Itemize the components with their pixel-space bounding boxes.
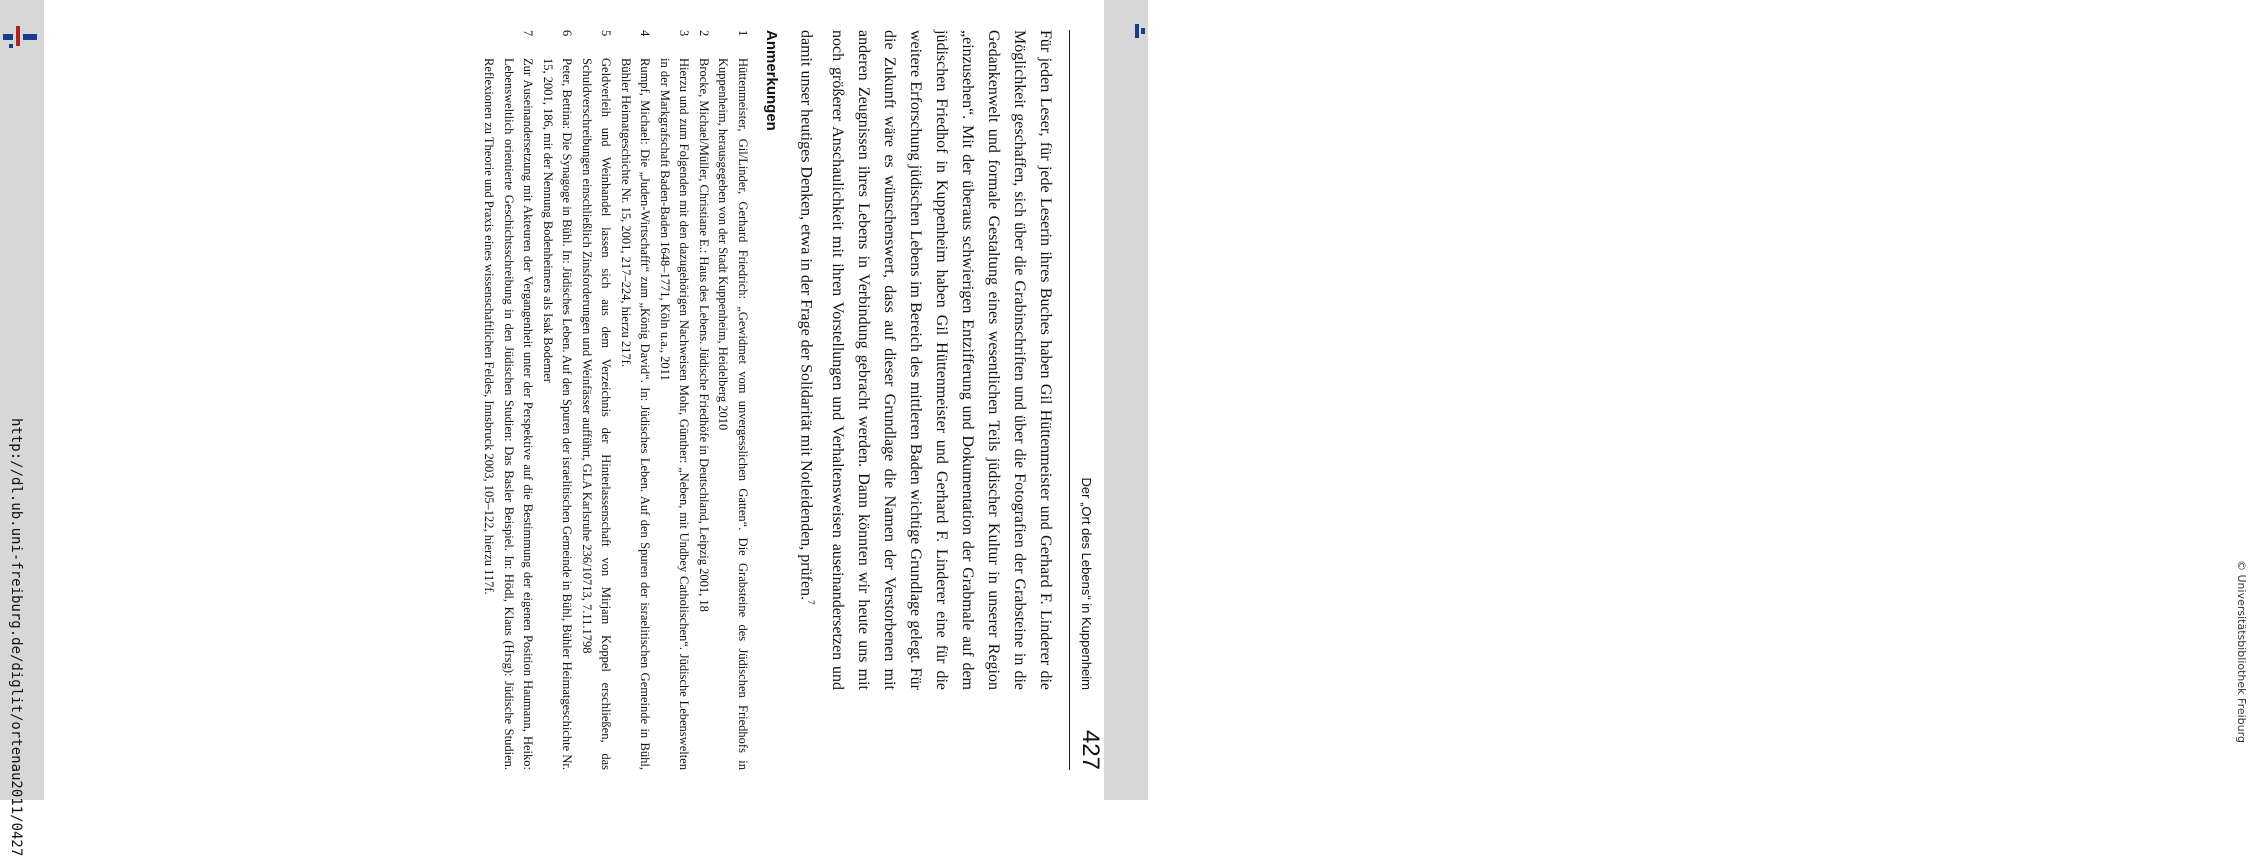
footnote-text: Geldverleih und Weinhandel lassen sich aus dem Verzeichnis der Hinterlassenschaft von Mirjam Koppel erschließen, das Schuldverschreibungen einschließlich Zinsforderungen und Weinfässer aufführt, GLA Karlsruhe 236/10713, 7.11.1798 xyxy=(580,58,614,770)
notes-heading: Anmerkungen xyxy=(763,30,780,131)
footnote-item xyxy=(538,30,577,770)
footnote-item xyxy=(713,30,752,770)
footnote-text: Rumpf, Michael: Die „Juden-Wirtschafft“ zum „König David“. In: Jüdisches Leben. Auf den Spuren der israelitischen Gemeinde in Bühl, Bühler Heimatgeschichte Nr. 15, 2001, 217–224, hierzu 217f. xyxy=(619,58,653,770)
footnote-item xyxy=(577,30,616,770)
footnote-text: Zur Auseinandersetzung mit Akteuren der Vergangenheit unter der Perspektive auf die Bestimmung der eigenen Position Haumann, Heiko: Lebensweltlich orientierte Geschichtsschreibung in den Jüdischen Studien: Das Basler Beispiel. In: Hödl, Klaus (Hrsg): Jüdische Studien. Reflexionen zu Theorie und Praxis eines wissenschaftlichen Feldes, Innsbruck 2003, 105–122, hierzu 117f. xyxy=(482,58,536,770)
running-head xyxy=(1069,30,1104,770)
footnote-item xyxy=(616,30,655,770)
library-logo-icon xyxy=(3,26,37,50)
scanned-page xyxy=(44,30,1104,800)
right-margin-strip xyxy=(1104,0,2248,800)
footnote-number: 3 xyxy=(677,30,692,37)
footnote-mark: 7 xyxy=(806,600,816,605)
body-paragraph-text: Für jeden Leser, für jede Leserin ihres Buches haben Gil Hüttenmeister und Gerhard F. Linderer die Möglichkeit geschaffen, sich über die Grabinschriften und über die Fotografien der Grabsteine in die Gedankenwelt und formale Gestaltung eines wesentlichen Teils jüdischer Kultur in unserer Region „einzusehen“. Mit der überaus schwierigen Entzifferung und Dokumentation der Grabmale auf dem jüdischen Friedhof in Kuppenheim haben Gil Hüttenmeister und Gerhard F. Linderer eine für die weitere Erforschung jüdischen Lebens im Bereich des mittleren Baden wichtige Grundlage gelegt. Für die Zukunft wäre es wünschenswert, dass auf dieser Grundlage die Namen der Verstorbenen mit anderen Zeugnissen ihres Lebens in Verbindung gebracht werden. Dann könnten wir heute uns mit noch größerer Anschaulichkeit mit ihren Vorstellungen und Verhaltensweisen auseinandersetzen und damit unser heutiges Denken, etwa in der Frage der Solidarität mit Notleidenden, prüfen. xyxy=(797,30,1054,690)
footnote-text: Hierzu und zum Folgenden mit den dazugehörigen Nachweisen Mohr, Günther: „Neben, mit Undbey Catholischen“. Jüdische Lebenswelten in der Markgrafschaft Baden-Baden 1648–1771, Köln u.a., 2011 xyxy=(658,58,692,770)
document-url[interactable]: http://dl.ub.uni-freiburg.de/diglit/ortenau2011/0427 xyxy=(8,418,24,856)
library-logo-fragment-icon xyxy=(1135,24,1145,38)
footnote-number: 1 xyxy=(736,30,750,37)
page-number: 427 xyxy=(1077,729,1104,770)
footnote-number: 4 xyxy=(638,30,653,37)
footnote-text: Peter, Bettina: Die Synagoge in Bühl. In: Jüdisches Leben. Auf den Spuren der israelitischen Gemeinde in Bühl, Bühler Heimatgeschichte Nr. 15, 2001, 186, mit der Nennung Bodenheimers als Isak Bodemer xyxy=(541,58,575,770)
footnote-text: Brocke, Michael/Müller, Christiane E.: Haus des Lebens. Jüdische Friedhöfe in Deutschland, Leipzig 2001, 18 xyxy=(697,58,711,612)
footnote-item xyxy=(479,30,538,770)
running-title: Der „Ort des Lebens“ in Kuppenheim xyxy=(1079,477,1094,690)
footnote-text: Hüttenmeister, Gil/Linder, Gerhard Friedrich: „Gewidmet vom unvergesslichen Gatten“. Die Grabsteine des Jüdischen Friedhofs in Kuppenheim, herausgegeben von der Stadt Kuppenheim, Heidelberg 2010 xyxy=(716,58,750,770)
body-paragraph xyxy=(793,30,1058,690)
footnote-item xyxy=(694,30,714,770)
footnote-number: 2 xyxy=(697,30,711,37)
left-margin-strip xyxy=(0,0,44,856)
footnote-number: 7 xyxy=(521,30,536,37)
footnote-number: 6 xyxy=(560,30,575,37)
footnote-number: 5 xyxy=(599,30,614,37)
right-copyright-notice: © Universitätsbibliothek Freiburg xyxy=(2235,560,2248,743)
footnote-item xyxy=(655,30,694,770)
footnotes-list xyxy=(479,30,752,770)
